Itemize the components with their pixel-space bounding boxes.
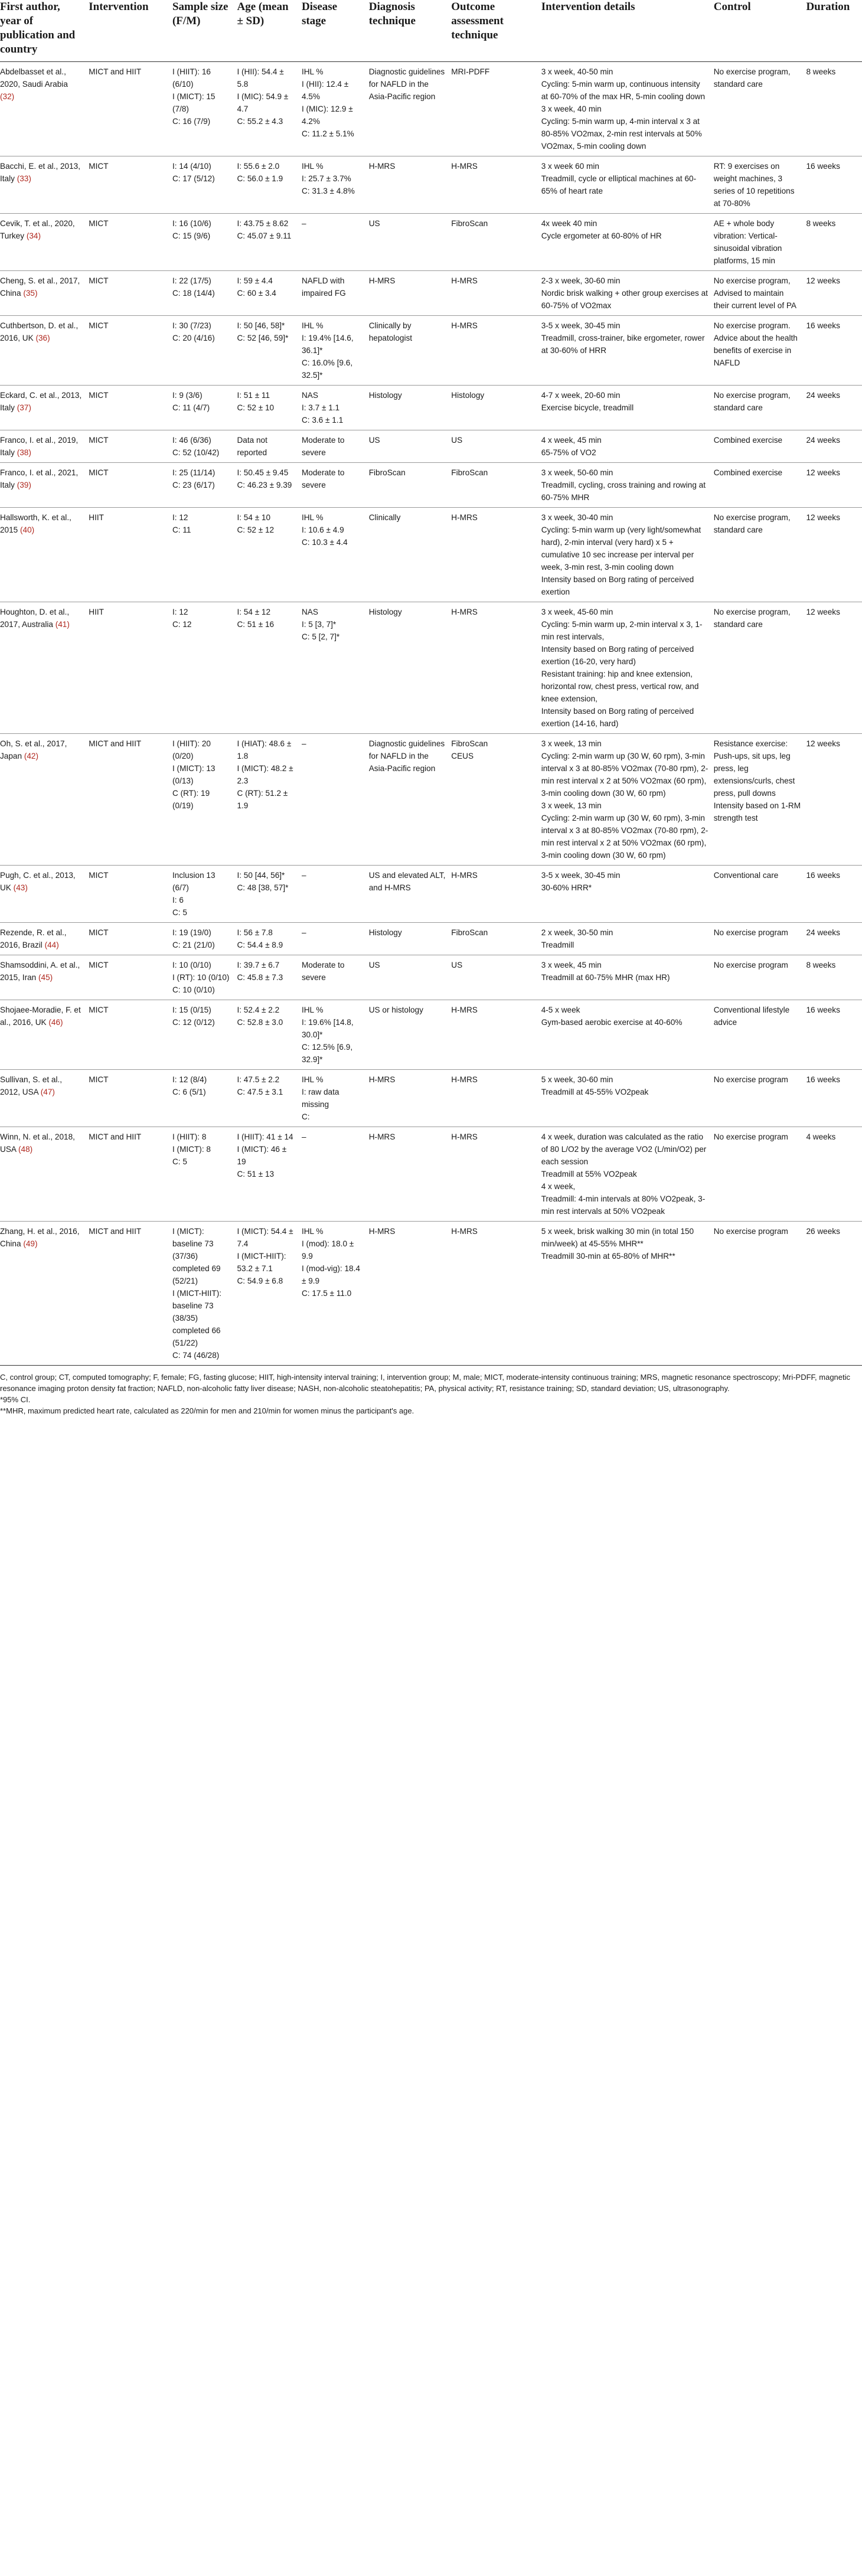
cell-age: I (MICT): 54.4 ± 7.4 I (MICT-HIIT): 53.2 ± 7.1 C: 54.9 ± 6.8 <box>237 1222 301 1366</box>
cell-disease-stage: NAFLD with impaired FG <box>302 271 369 316</box>
cell-disease-stage: IHL % I: 19.6% [14.8, 30.0]* C: 12.5% [6.9, 32.9]* <box>302 1000 369 1070</box>
cell-disease-stage: – <box>302 923 369 955</box>
cell-intervention-details: 3 x week, 40-50 min Cycling: 5-min warm up, continuous intensity at 60-70% of the max HR, 5-min cooling down 3 x week, 40 min Cycling: 5-min warm up, 4-min interval x 3 at 80-85% VO2max, 2-min rest intervals at 50% VO2max, 5-min cooling down <box>541 62 714 156</box>
cell-diagnosis-technique: H-MRS <box>369 1222 452 1366</box>
reference-link[interactable]: (37) <box>17 403 31 412</box>
cell-control: RT: 9 exercises on weight machines, 3 series of 10 repetitions at 70-80% <box>714 156 807 214</box>
header-diagnosis-technique: Diagnosis technique <box>369 0 452 62</box>
author-text: Winn, N. et al., 2018, USA <box>0 1132 75 1154</box>
footnote-abbreviations: C, control group; CT, computed tomography; F, female; FG, fasting glucose; HIIT, high-intensity interval training; I, intervention group; M, male; MICT, moderate-intensity continuous training; MRS, magnetic resonance spectroscopy; Mri-PDFF, magnetic resonance imaging proton density fat fraction; NAFLD, non-alcoholic fatty liver disease; NASH, non-alcoholic steatohepatitis; PA, physical activity; RT, resistance training; SD, standard deviation; US, ultrasonography. <box>0 1373 851 1393</box>
cell-disease-stage: NAS I: 5 [3, 7]* C: 5 [2, 7]* <box>302 602 369 734</box>
cell-sample-size: I: 25 (11/14) C: 23 (6/17) <box>172 463 237 508</box>
cell-outcome-technique: H-MRS <box>451 1000 541 1070</box>
cell-control: No exercise program <box>714 923 807 955</box>
cell-intervention: MICT <box>89 1070 172 1127</box>
cell-diagnosis-technique: Histology <box>369 386 452 430</box>
cell-author <box>0 214 89 271</box>
cell-duration: 12 weeks <box>806 508 862 602</box>
cell-intervention: MICT <box>89 271 172 316</box>
table-row <box>0 156 862 214</box>
reference-link[interactable]: (49) <box>23 1239 38 1248</box>
cell-intervention-details: 2 x week, 30-50 min Treadmill <box>541 923 714 955</box>
cell-intervention: MICT and HIIT <box>89 734 172 866</box>
author-text: Oh, S. et al., 2017, Japan <box>0 739 67 760</box>
cell-disease-stage: IHL % I: 19.4% [14.6, 36.1]* C: 16.0% [9.6, 32.5]* <box>302 316 369 386</box>
cell-disease-stage: – <box>302 866 369 923</box>
cell-control: Conventional care <box>714 866 807 923</box>
author-text: Cuthbertson, D. et al., 2016, UK <box>0 321 79 342</box>
cell-age: Data not reported <box>237 430 301 463</box>
table-row <box>0 271 862 316</box>
cell-sample-size: I: 30 (7/23) C: 20 (4/16) <box>172 316 237 386</box>
cell-outcome-technique: H-MRS <box>451 271 541 316</box>
reference-link[interactable]: (34) <box>26 231 41 240</box>
cell-diagnosis-technique: Diagnostic guidelines for NAFLD in the Asia-Pacific region <box>369 734 452 866</box>
cell-outcome-technique: FibroScan CEUS <box>451 734 541 866</box>
reference-link[interactable]: (40) <box>20 525 35 534</box>
cell-outcome-technique: FibroScan <box>451 463 541 508</box>
cell-diagnosis-technique: Clinically <box>369 508 452 602</box>
cell-author <box>0 1222 89 1366</box>
cell-outcome-technique: H-MRS <box>451 316 541 386</box>
cell-intervention: MICT and HIIT <box>89 62 172 156</box>
cell-sample-size: I: 15 (0/15) C: 12 (0/12) <box>172 1000 237 1070</box>
table-row <box>0 1222 862 1366</box>
cell-control: No exercise program <box>714 1070 807 1127</box>
cell-sample-size: I: 12 (8/4) C: 6 (5/1) <box>172 1070 237 1127</box>
cell-diagnosis-technique: Clinically by hepatologist <box>369 316 452 386</box>
reference-link[interactable]: (33) <box>17 174 31 183</box>
cell-diagnosis-technique: H-MRS <box>369 156 452 214</box>
cell-sample-size: I: 19 (19/0) C: 21 (21/0) <box>172 923 237 955</box>
reference-link[interactable]: (41) <box>55 620 70 629</box>
cell-outcome-technique: H-MRS <box>451 1222 541 1366</box>
table-row <box>0 734 862 866</box>
cell-duration: 16 weeks <box>806 316 862 386</box>
cell-age: I: 50.45 ± 9.45 C: 46.23 ± 9.39 <box>237 463 301 508</box>
table-row <box>0 1070 862 1127</box>
cell-diagnosis-technique: Diagnostic guidelines for NAFLD in the Asia-Pacific region <box>369 62 452 156</box>
reference-link[interactable]: (35) <box>23 289 38 298</box>
footnote-confidence-interval: *95% CI. <box>0 1395 31 1404</box>
cell-sample-size: I (HIIT): 16 (6/10) I (MICT): 15 (7/8) C: 16 (7/9) <box>172 62 237 156</box>
cell-intervention: MICT <box>89 316 172 386</box>
cell-outcome-technique: Histology <box>451 386 541 430</box>
header-outcome-technique: Outcome assessment technique <box>451 0 541 62</box>
cell-intervention: MICT <box>89 955 172 1000</box>
cell-outcome-technique: US <box>451 955 541 1000</box>
cell-age: I: 56 ± 7.8 C: 54.4 ± 8.9 <box>237 923 301 955</box>
cell-duration: 24 weeks <box>806 386 862 430</box>
cell-disease-stage: Moderate to severe <box>302 430 369 463</box>
reference-link[interactable]: (47) <box>40 1088 55 1096</box>
cell-intervention: MICT <box>89 430 172 463</box>
cell-control: AE + whole body vibration: Vertical-sinusoidal vibration platforms, 15 min <box>714 214 807 271</box>
cell-duration: 16 weeks <box>806 866 862 923</box>
cell-disease-stage: IHL % I (HII): 12.4 ± 4.5% I (MIC): 12.9 ± 4.2% C: 11.2 ± 5.1% <box>302 62 369 156</box>
cell-outcome-technique: H-MRS <box>451 1070 541 1127</box>
reference-link[interactable]: (42) <box>24 752 39 760</box>
cell-control: No exercise program <box>714 1127 807 1222</box>
reference-link[interactable]: (48) <box>18 1145 33 1154</box>
cell-control: Resistance exercise: Push-ups, sit ups, leg press, leg extensions/curls, chest press, pull downs Intensity based on 1-RM strength test <box>714 734 807 866</box>
cell-intervention-details: 4-5 x week Gym-based aerobic exercise at 40-60% <box>541 1000 714 1070</box>
cell-age: I: 52.4 ± 2.2 C: 52.8 ± 3.0 <box>237 1000 301 1070</box>
cell-diagnosis-technique: US and elevated ALT, and H-MRS <box>369 866 452 923</box>
reference-link[interactable]: (38) <box>17 448 31 457</box>
cell-duration: 12 weeks <box>806 734 862 866</box>
cell-intervention-details: 4-7 x week, 20-60 min Exercise bicycle, treadmill <box>541 386 714 430</box>
cell-intervention-details: 3 x week, 50-60 min Treadmill, cycling, cross training and rowing at 60-75% MHR <box>541 463 714 508</box>
cell-outcome-technique: FibroScan <box>451 214 541 271</box>
cell-duration: 8 weeks <box>806 214 862 271</box>
cell-age: I: 51 ± 11 C: 52 ± 10 <box>237 386 301 430</box>
cell-author <box>0 734 89 866</box>
cell-outcome-technique: MRI-PDFF <box>451 62 541 156</box>
author-text: Bacchi, E. et al., 2013, Italy <box>0 162 81 183</box>
cell-sample-size: I (MICT): baseline 73 (37/36) completed 69 (52/21) I (MICT-HIIT): baseline 73 (38/35) completed 66 (51/22) C: 74 (46/28) <box>172 1222 237 1366</box>
cell-sample-size: I: 12 C: 11 <box>172 508 237 602</box>
author-text: Hallsworth, K. et al., 2015 <box>0 513 71 534</box>
cell-diagnosis-technique: H-MRS <box>369 271 452 316</box>
cell-sample-size: I (HIIT): 8 I (MICT): 8 C: 5 <box>172 1127 237 1222</box>
cell-intervention: MICT <box>89 214 172 271</box>
cell-intervention-details: 3 x week, 45 min Treadmill at 60-75% MHR (max HR) <box>541 955 714 1000</box>
cell-age: I (HIAT): 48.6 ± 1.8 I (MICT): 48.2 ± 2.3 C (RT): 51.2 ± 1.9 <box>237 734 301 866</box>
reference-link[interactable]: (39) <box>17 481 31 489</box>
cell-author <box>0 156 89 214</box>
cell-duration: 4 weeks <box>806 1127 862 1222</box>
cell-intervention: MICT and HIIT <box>89 1127 172 1222</box>
cell-author <box>0 386 89 430</box>
table-row <box>0 386 862 430</box>
cell-author <box>0 508 89 602</box>
cell-intervention: MICT <box>89 866 172 923</box>
cell-duration: 16 weeks <box>806 156 862 214</box>
author-text: Eckard, C. et al., 2013, Italy <box>0 391 82 412</box>
cell-outcome-technique: H-MRS <box>451 1127 541 1222</box>
cell-intervention-details: 3-5 x week, 30-45 min Treadmill, cross-trainer, bike ergometer, rower at 30-60% of HRR <box>541 316 714 386</box>
cell-author <box>0 1070 89 1127</box>
cell-age: I: 39.7 ± 6.7 C: 45.8 ± 7.3 <box>237 955 301 1000</box>
cell-control: No exercise program, standard care <box>714 62 807 156</box>
cell-diagnosis-technique: US or histology <box>369 1000 452 1070</box>
cell-intervention: MICT <box>89 156 172 214</box>
author-text: Houghton, D. et al., 2017, Australia <box>0 608 70 629</box>
cell-sample-size: I (HIIT): 20 (0/20) I (MICT): 13 (0/13) C (RT): 19 (0/19) <box>172 734 237 866</box>
header-duration: Duration <box>806 0 862 62</box>
header-disease-stage: Disease stage <box>302 0 369 62</box>
cell-intervention: MICT <box>89 386 172 430</box>
cell-age: I: 50 [46, 58]* C: 52 [46, 59]* <box>237 316 301 386</box>
author-text: Pugh, C. et al., 2013, UK <box>0 871 76 892</box>
cell-sample-size: I: 46 (6/36) C: 52 (10/42) <box>172 430 237 463</box>
cell-author <box>0 1127 89 1222</box>
cell-author <box>0 602 89 734</box>
cell-disease-stage: – <box>302 734 369 866</box>
cell-duration: 24 weeks <box>806 430 862 463</box>
cell-sample-size: I: 10 (0/10) I (RT): 10 (0/10) C: 10 (0/10) <box>172 955 237 1000</box>
cell-intervention-details: 3 x week, 13 min Cycling: 2-min warm up (30 W, 60 rpm), 3-min interval x 3 at 80-85% VO2max (70-80 rpm), 2-min rest interval x 2 at 50% VO2max (60 rpm), 3-min cooling down (30 W, 60 rpm) 3 x week, 13 min Cycling: 2-min warm up (30 W, 60 rpm), 3-min interval x 3 at 80-85% VO2max (70-80 rpm), 2-min rest interval x 2 at 50% VO2max (60 rpm), 3-min cooling down (30 W, 60 rpm) <box>541 734 714 866</box>
cell-sample-size: I: 14 (4/10) C: 17 (5/12) <box>172 156 237 214</box>
table-row <box>0 508 862 602</box>
cell-control: No exercise program <box>714 955 807 1000</box>
cell-disease-stage: – <box>302 1127 369 1222</box>
reference-link[interactable]: (46) <box>48 1018 63 1027</box>
cell-intervention: MICT <box>89 923 172 955</box>
cell-duration: 12 weeks <box>806 271 862 316</box>
cell-outcome-technique: H-MRS <box>451 156 541 214</box>
cell-sample-size: I: 12 C: 12 <box>172 602 237 734</box>
cell-sample-size: I: 16 (10/6) C: 15 (9/6) <box>172 214 237 271</box>
cell-intervention: MICT <box>89 1000 172 1070</box>
cell-disease-stage: IHL % I: raw data missing C: <box>302 1070 369 1127</box>
cell-age: I: 59 ± 4.4 C: 60 ± 3.4 <box>237 271 301 316</box>
cell-intervention-details: 4x week 40 min Cycle ergometer at 60-80% of HR <box>541 214 714 271</box>
author-text: Shojaee-Moradie, F. et al., 2016, UK <box>0 1005 81 1027</box>
cell-duration: 16 weeks <box>806 1070 862 1127</box>
author-text: Zhang, H. et al., 2016, China <box>0 1227 80 1248</box>
cell-sample-size: I: 9 (3/6) C: 11 (4/7) <box>172 386 237 430</box>
table-header <box>0 0 862 62</box>
cell-age: I: 54 ± 10 C: 52 ± 12 <box>237 508 301 602</box>
table-row <box>0 866 862 923</box>
cell-control: No exercise program. Advice about the health benefits of exercise in NAFLD <box>714 316 807 386</box>
reference-link[interactable]: (32) <box>0 92 15 101</box>
cell-outcome-technique: FibroScan <box>451 923 541 955</box>
cell-author <box>0 62 89 156</box>
author-text: Rezende, R. et al., 2016, Brazil <box>0 928 67 949</box>
cell-author <box>0 430 89 463</box>
cell-duration: 24 weeks <box>806 923 862 955</box>
reference-link[interactable]: (45) <box>38 973 53 982</box>
header-author: First author, year of publication and country <box>0 0 89 62</box>
cell-disease-stage: NAS I: 3.7 ± 1.1 C: 3.6 ± 1.1 <box>302 386 369 430</box>
cell-control: Conventional lifestyle advice <box>714 1000 807 1070</box>
cell-author <box>0 955 89 1000</box>
table-row <box>0 1000 862 1070</box>
table-row <box>0 214 862 271</box>
cell-age: I: 43.75 ± 8.62 C: 45.07 ± 9.11 <box>237 214 301 271</box>
header-control: Control <box>714 0 807 62</box>
table-row <box>0 62 862 156</box>
author-text: Cheng, S. et al., 2017, China <box>0 276 80 298</box>
cell-author <box>0 316 89 386</box>
cell-author <box>0 1000 89 1070</box>
cell-control: Combined exercise <box>714 430 807 463</box>
cell-sample-size: Inclusion 13 (6/7) I: 6 C: 5 <box>172 866 237 923</box>
cell-diagnosis-technique: FibroScan <box>369 463 452 508</box>
table-row <box>0 430 862 463</box>
cell-disease-stage: IHL % I: 25.7 ± 3.7% C: 31.3 ± 4.8% <box>302 156 369 214</box>
cell-intervention-details: 5 x week, brisk walking 30 min (in total 150 min/week) at 45-55% MHR** Treadmill 30-min at 65-80% of MHR** <box>541 1222 714 1366</box>
cell-diagnosis-technique: Histology <box>369 602 452 734</box>
cell-disease-stage: IHL % I (mod): 18.0 ± 9.9 I (mod-vig): 18.4 ± 9.9 C: 17.5 ± 11.0 <box>302 1222 369 1366</box>
author-text: Sullivan, S. et al., 2012, USA <box>0 1075 63 1096</box>
author-text: Franco, I. et al., 2021, Italy <box>0 468 79 489</box>
header-intervention-details: Intervention details <box>541 0 714 62</box>
author-text: Abdelbasset et al., 2020, Saudi Arabia <box>0 67 68 89</box>
cell-diagnosis-technique: US <box>369 430 452 463</box>
cell-author <box>0 271 89 316</box>
cell-disease-stage: IHL % I: 10.6 ± 4.9 C: 10.3 ± 4.4 <box>302 508 369 602</box>
table-row <box>0 463 862 508</box>
cell-diagnosis-technique: US <box>369 214 452 271</box>
header-age: Age (mean ± SD) <box>237 0 301 62</box>
cell-disease-stage: Moderate to severe <box>302 463 369 508</box>
cell-intervention: HIIT <box>89 508 172 602</box>
table-row <box>0 602 862 734</box>
cell-control: No exercise program, Advised to maintain their current level of PA <box>714 271 807 316</box>
cell-sample-size: I: 22 (17/5) C: 18 (14/4) <box>172 271 237 316</box>
cell-age: I (HIIT): 41 ± 14 I (MICT): 46 ± 19 C: 51 ± 13 <box>237 1127 301 1222</box>
cell-intervention-details: 3 x week, 30-40 min Cycling: 5-min warm up (very light/somewhat hard), 2-min interval (very hard) x 5 + cumulative 10 sec increase per interval per week, 3-min rest, 3-min cooling down Intensity based on Borg rating of perceived exertion <box>541 508 714 602</box>
cell-disease-stage: – <box>302 214 369 271</box>
cell-age: I (HII): 54.4 ± 5.8 I (MIC): 54.9 ± 4.7 C: 55.2 ± 4.3 <box>237 62 301 156</box>
cell-outcome-technique: H-MRS <box>451 602 541 734</box>
cell-intervention-details: 3-5 x week, 30-45 min 30-60% HRR* <box>541 866 714 923</box>
table-body <box>0 62 862 1366</box>
reference-link[interactable]: (43) <box>13 883 28 892</box>
cell-outcome-technique: H-MRS <box>451 508 541 602</box>
cell-diagnosis-technique: US <box>369 955 452 1000</box>
author-text: Shamsoddini, A. et al., 2015, Iran <box>0 961 80 982</box>
header-sample-size: Sample size (F/M) <box>172 0 237 62</box>
cell-diagnosis-technique: Histology <box>369 923 452 955</box>
cell-intervention-details: 4 x week, duration was calculated as the ratio of 80 L/O2 by the average VO2 (L/min/O2) per each session Treadmill at 55% VO2peak 4 x week, Treadmill: 4-min intervals at 80% VO2peak, 3-min rest intervals at 50% VO2peak <box>541 1127 714 1222</box>
reference-link[interactable]: (36) <box>35 334 50 342</box>
cell-control: No exercise program, standard care <box>714 508 807 602</box>
cell-diagnosis-technique: H-MRS <box>369 1070 452 1127</box>
cell-diagnosis-technique: H-MRS <box>369 1127 452 1222</box>
cell-age: I: 47.5 ± 2.2 C: 47.5 ± 3.1 <box>237 1070 301 1127</box>
footnote-max-heart-rate: **MHR, maximum predicted heart rate, calculated as 220/min for men and 210/min for women minus the participant's age. <box>0 1406 414 1415</box>
cell-control: No exercise program <box>714 1222 807 1366</box>
header-intervention: Intervention <box>89 0 172 62</box>
cell-intervention: MICT and HIIT <box>89 1222 172 1366</box>
cell-age: I: 54 ± 12 C: 51 ± 16 <box>237 602 301 734</box>
author-text: Cevik, T. et al., 2020, Turkey <box>0 219 75 240</box>
table-row <box>0 955 862 1000</box>
cell-intervention-details: 3 x week 60 min Treadmill, cycle or elliptical machines at 60-65% of heart rate <box>541 156 714 214</box>
cell-intervention: HIIT <box>89 602 172 734</box>
table-row <box>0 1127 862 1222</box>
author-text: Franco, I. et al., 2019, Italy <box>0 436 79 457</box>
reference-link[interactable]: (44) <box>44 941 59 949</box>
cell-author <box>0 463 89 508</box>
cell-duration: 16 weeks <box>806 1000 862 1070</box>
cell-duration: 8 weeks <box>806 62 862 156</box>
cell-author <box>0 923 89 955</box>
cell-outcome-technique: H-MRS <box>451 866 541 923</box>
cell-control: No exercise program, standard care <box>714 386 807 430</box>
cell-intervention-details: 3 x week, 45-60 min Cycling: 5-min warm up, 2-min interval x 3, 1-min rest intervals, Intensity based on Borg rating of perceived exertion (16-20, very hard) Resistant training: hip and knee extension, horizontal row, chest press, vertical row, and knee extension, Intensity based on Borg rating of perceived exertion (14-16, hard) <box>541 602 714 734</box>
cell-disease-stage: Moderate to severe <box>302 955 369 1000</box>
table-row <box>0 923 862 955</box>
cell-intervention-details: 2-3 x week, 30-60 min Nordic brisk walking + other group exercises at 60-75% of VO2max <box>541 271 714 316</box>
cell-duration: 12 weeks <box>806 602 862 734</box>
cell-duration: 26 weeks <box>806 1222 862 1366</box>
cell-intervention-details: 4 x week, 45 min 65-75% of VO2 <box>541 430 714 463</box>
table-row <box>0 316 862 386</box>
cell-age: I: 50 [44, 56]* C: 48 [38, 57]* <box>237 866 301 923</box>
cell-outcome-technique: US <box>451 430 541 463</box>
cell-control: No exercise program, standard care <box>714 602 807 734</box>
cell-duration: 12 weeks <box>806 463 862 508</box>
cell-intervention-details: 5 x week, 30-60 min Treadmill at 45-55% VO2peak <box>541 1070 714 1127</box>
cell-age: I: 55.6 ± 2.0 C: 56.0 ± 1.9 <box>237 156 301 214</box>
cell-intervention: MICT <box>89 463 172 508</box>
cell-duration: 8 weeks <box>806 955 862 1000</box>
table-footnotes <box>0 1372 862 1416</box>
cell-author <box>0 866 89 923</box>
cell-control: Combined exercise <box>714 463 807 508</box>
